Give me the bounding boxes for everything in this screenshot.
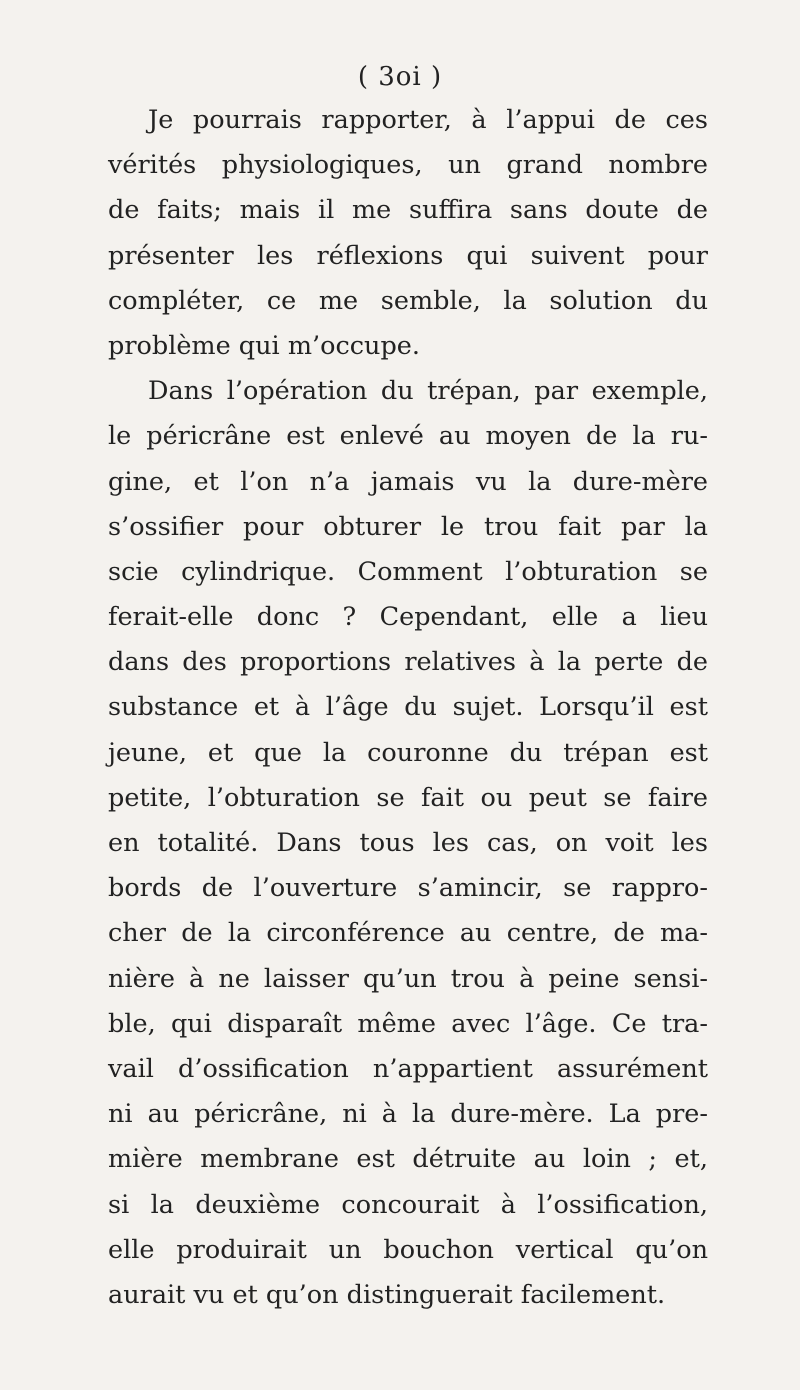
text-line: aurait vu et qu’on distinguerait facilement. xyxy=(108,1279,666,1310)
text-line: substance et à l’âge du sujet. Lorsqu’il est xyxy=(108,692,708,723)
text-line: ferait-elle donc ? Cependant, elle a lieu xyxy=(108,602,708,633)
text-line: si la deuxième concourait à l’ossification, xyxy=(108,1189,708,1220)
text-line: vail d’ossification n’appartient assurément xyxy=(108,1053,708,1084)
text-line: le péricrâne est enlevé au moyen de la ru- xyxy=(108,421,708,452)
text-line: vérités physiologiques, un grand nombre xyxy=(108,150,708,181)
text-line: mière membrane est détruite au loin ; et, xyxy=(108,1144,708,1175)
text-line: s’ossifier pour obturer le trou fait par la xyxy=(108,511,708,542)
text-line: présenter les réflexions qui suivent pour xyxy=(108,240,708,271)
body-text xyxy=(108,98,708,1318)
text-line: en totalité. Dans tous les cas, on voit les xyxy=(108,828,708,858)
text-line: scie cylindrique. Comment l’obturation se xyxy=(108,556,708,587)
text-line: de faits; mais il me suffira sans doute de xyxy=(108,195,708,226)
text-line: ni au péricrâne, ni à la dure-mère. La pre- xyxy=(108,1099,708,1130)
text-line: elle produirait un bouchon vertical qu’on xyxy=(108,1234,708,1265)
text-line: petite, l’obturation se fait ou peut se faire xyxy=(108,782,708,813)
text-line: Dans l’opération du trépan, par exemple, xyxy=(148,376,708,407)
text-line: Je pourrais rapporter, à l’appui de ces xyxy=(148,105,708,135)
page-number: ( 3oi ) xyxy=(357,62,443,92)
text-line: problème qui m’occupe. xyxy=(108,330,420,361)
text-line: cher de la circonférence au centre, de ma- xyxy=(108,918,708,949)
text-line: bords de l’ouverture s’amincir, se rappro- xyxy=(108,873,708,904)
text-line: ble, qui disparaît même avec l’âge. Ce tra- xyxy=(108,1008,708,1039)
text-line: compléter, ce me semble, la solution du xyxy=(108,285,708,316)
text-line: nière à ne laisser qu’un trou à peine sensi- xyxy=(108,963,708,994)
text-line: gine, et l’on n’a jamais vu la dure-mère xyxy=(108,466,708,497)
text-line: jeune, et que la couronne du trépan est xyxy=(108,737,708,768)
text-line: dans des proportions relatives à la perte de xyxy=(108,647,708,678)
